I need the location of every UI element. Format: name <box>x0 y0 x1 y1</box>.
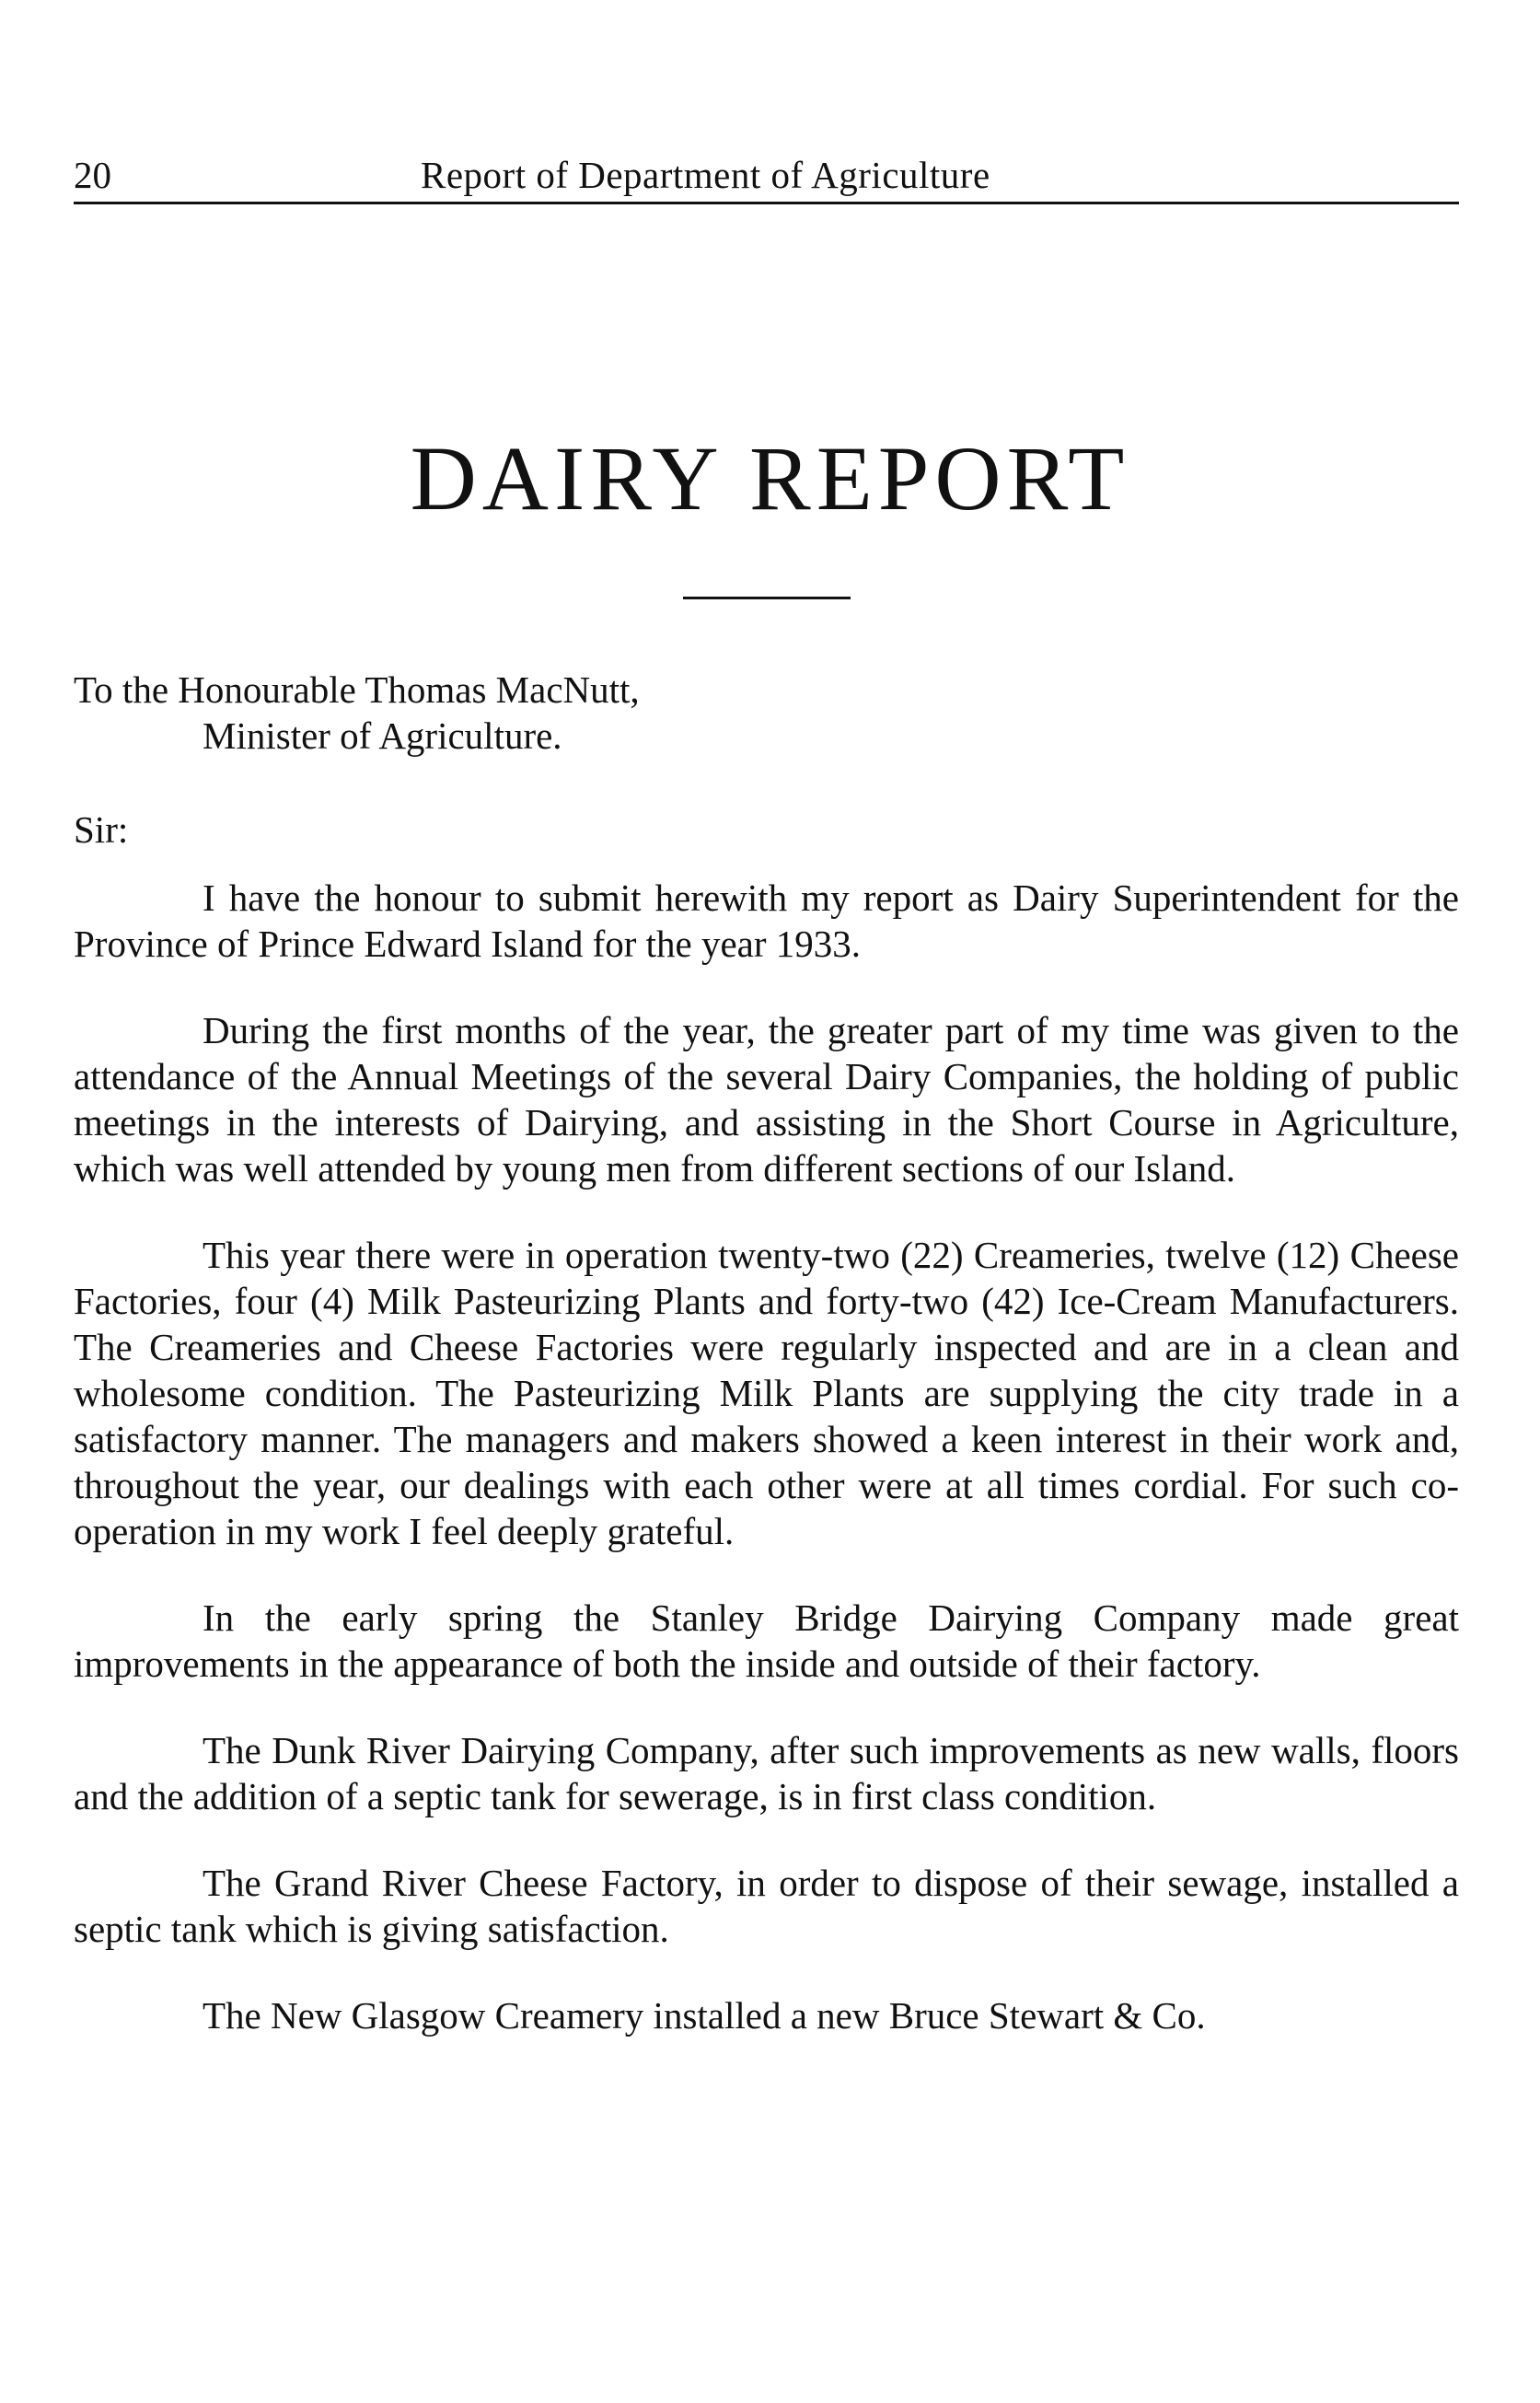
paragraph: The Grand River Cheese Factory, in order to dispose of their sewage, installed a septic tank which is giving satisfaction. <box>74 1862 1459 1950</box>
paragraph: This year there were in operation twenty-two (22) Creameries, twelve (12) Cheese Factories, four (4) Milk Pasteurizing Plants and forty-two (42) Ice-Cream Manufacturers. The Creameries and Cheese Factories were regularly inspected and are in a clean and wholesome condition. The Pasteurizing Milk Plants are supplying the city trade in a satisfactory manner. The managers and makers showed a keen interest in their work and, throughout the year, our dealings with each other were at all times cordial. For such co-operation in my work I feel deeply grateful. <box>74 1234 1459 1552</box>
title-rule <box>683 597 851 599</box>
report-title: DAIRY REPORT <box>410 427 1130 529</box>
addressee-line: To the Honourable Thomas MacNutt, <box>74 668 640 711</box>
running-title: Report of Department of Agriculture <box>421 154 990 196</box>
running-header <box>74 147 1459 203</box>
paragraph: The Dunk River Dairying Company, after such improvements as new walls, floors and the addition of a septic tank for sewerage, is in first class condition. <box>74 1729 1459 1817</box>
paragraph: During the first months of the year, the greater part of my time was given to the attendance of the Annual Meetings of the several Dairy Companies, the holding of public meetings in the interests of Dairying, and assisting in the Short Course in Agriculture, which was well attended by young men from different sections of our Island. <box>74 1009 1459 1190</box>
paragraph: In the early spring the Stanley Bridge Dairying Company made great improvements in the appearance of both the inside and outside of their factory. <box>74 1596 1459 1685</box>
salutation <box>74 667 1464 759</box>
paragraph: I have the honour to submit herewith my report as Dairy Superintendent for the Province of Prince Edward Island for the year 1933. <box>74 876 1459 965</box>
report-body <box>74 875 1459 2079</box>
addressee-title-line: Minister of Agriculture. <box>203 714 562 757</box>
header-rule <box>74 202 1459 204</box>
page-number: 20 <box>74 154 111 196</box>
greeting: Sir: <box>74 808 129 851</box>
paragraph: The New Glasgow Creamery installed a new Bruce Stewart & Co. <box>203 1994 1206 2037</box>
